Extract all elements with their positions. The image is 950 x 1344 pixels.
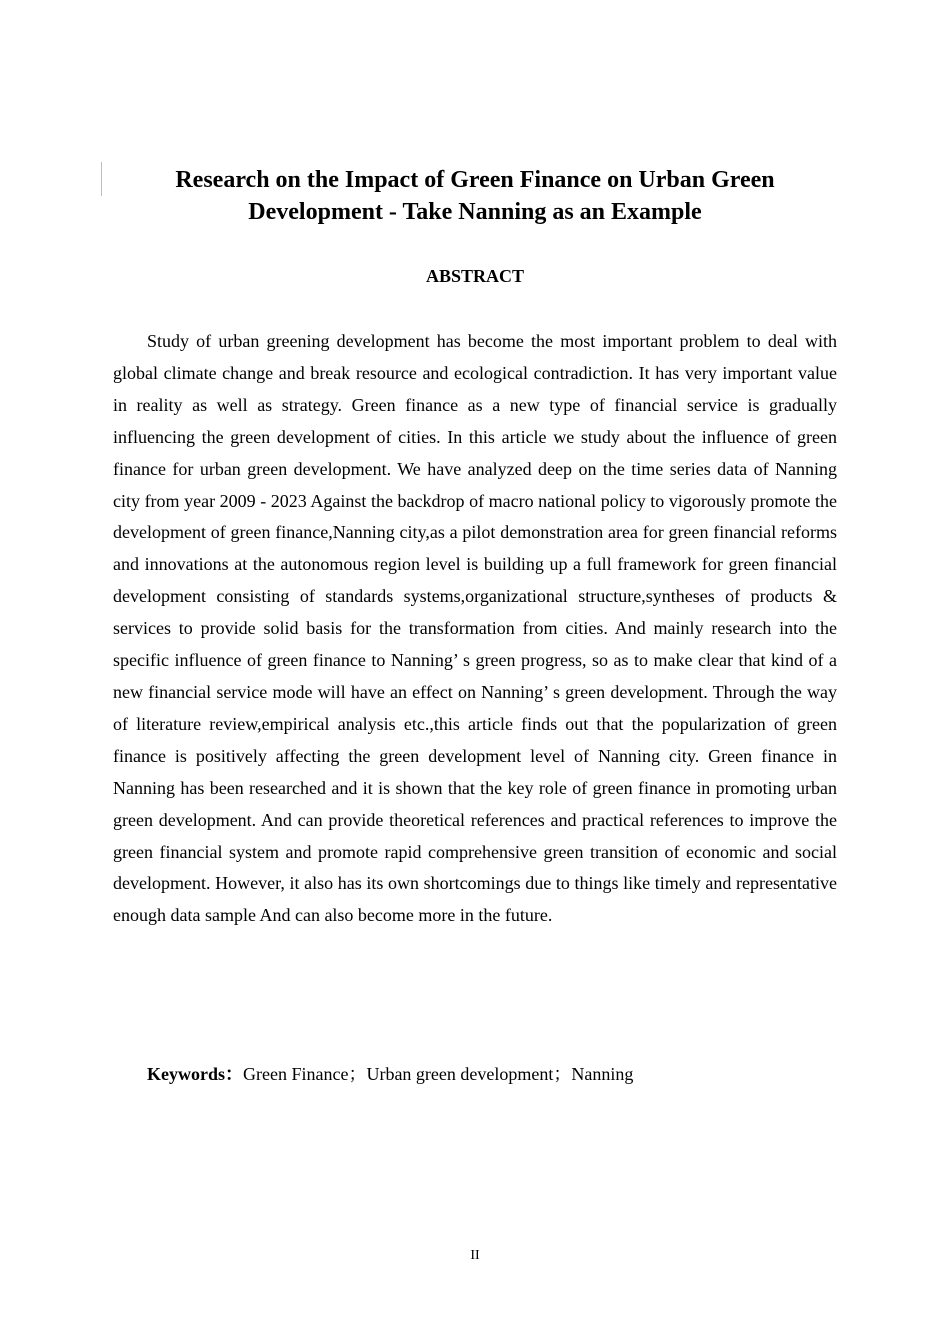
keyword-item: Green Finance； <box>243 1064 367 1084</box>
keyword-item: Urban green development； <box>366 1064 572 1084</box>
abstract-heading: ABSTRACT <box>425 266 525 286</box>
paper-title: Research on the Impact of Green Finance on Urban Green Development - Take Nanning as an Example <box>175 167 775 225</box>
keywords-line <box>147 1060 837 1088</box>
keyword-item: Nanning <box>571 1064 634 1084</box>
page-number: II <box>470 1248 480 1263</box>
abstract-body: Study of urban greening development has become the most important problem to deal with global climate change and break resource and ecological contradiction. It has very important value in reality as well as strategy. Green finance as a new type of financial service is gradually influencing the green development of cities. In this article we study about the influence of green finance for urban green development. We have analyzed deep on the time series data of Nanning city from year 2009 - 2023 Against the backdrop of macro national policy to vigorously promote the development of green finance,Nanning city,as a pilot demonstration area for green financial reforms and innovations at the autonomous region level is building up a full framework for green financial development consisting of standards systems,organizational structure,syntheses of products & services to provide solid basis for the transformation from cities. And mainly research into the specific influence of green finance to Nanning’ s green progress, so as to make clear that kind of a new financial service mode will have an effect on Nanning’ s green development. Through the way of literature review,empirical analysis etc.,this article finds out that the popularization of green finance is positively affecting the green development level of Nanning city. Green finance in Nanning has been researched and it is shown that the key role of green finance in promoting urban green development. And can provide theoretical references and practical references to improve the green financial system and promote rapid comprehensive green transition of economic and social development. However, it also has its own shortcomings due to things like timely and representative enough data sample And can also become more in the future. <box>113 331 837 926</box>
keywords-label: Keywords： <box>147 1064 243 1084</box>
margin-marker <box>101 162 102 196</box>
